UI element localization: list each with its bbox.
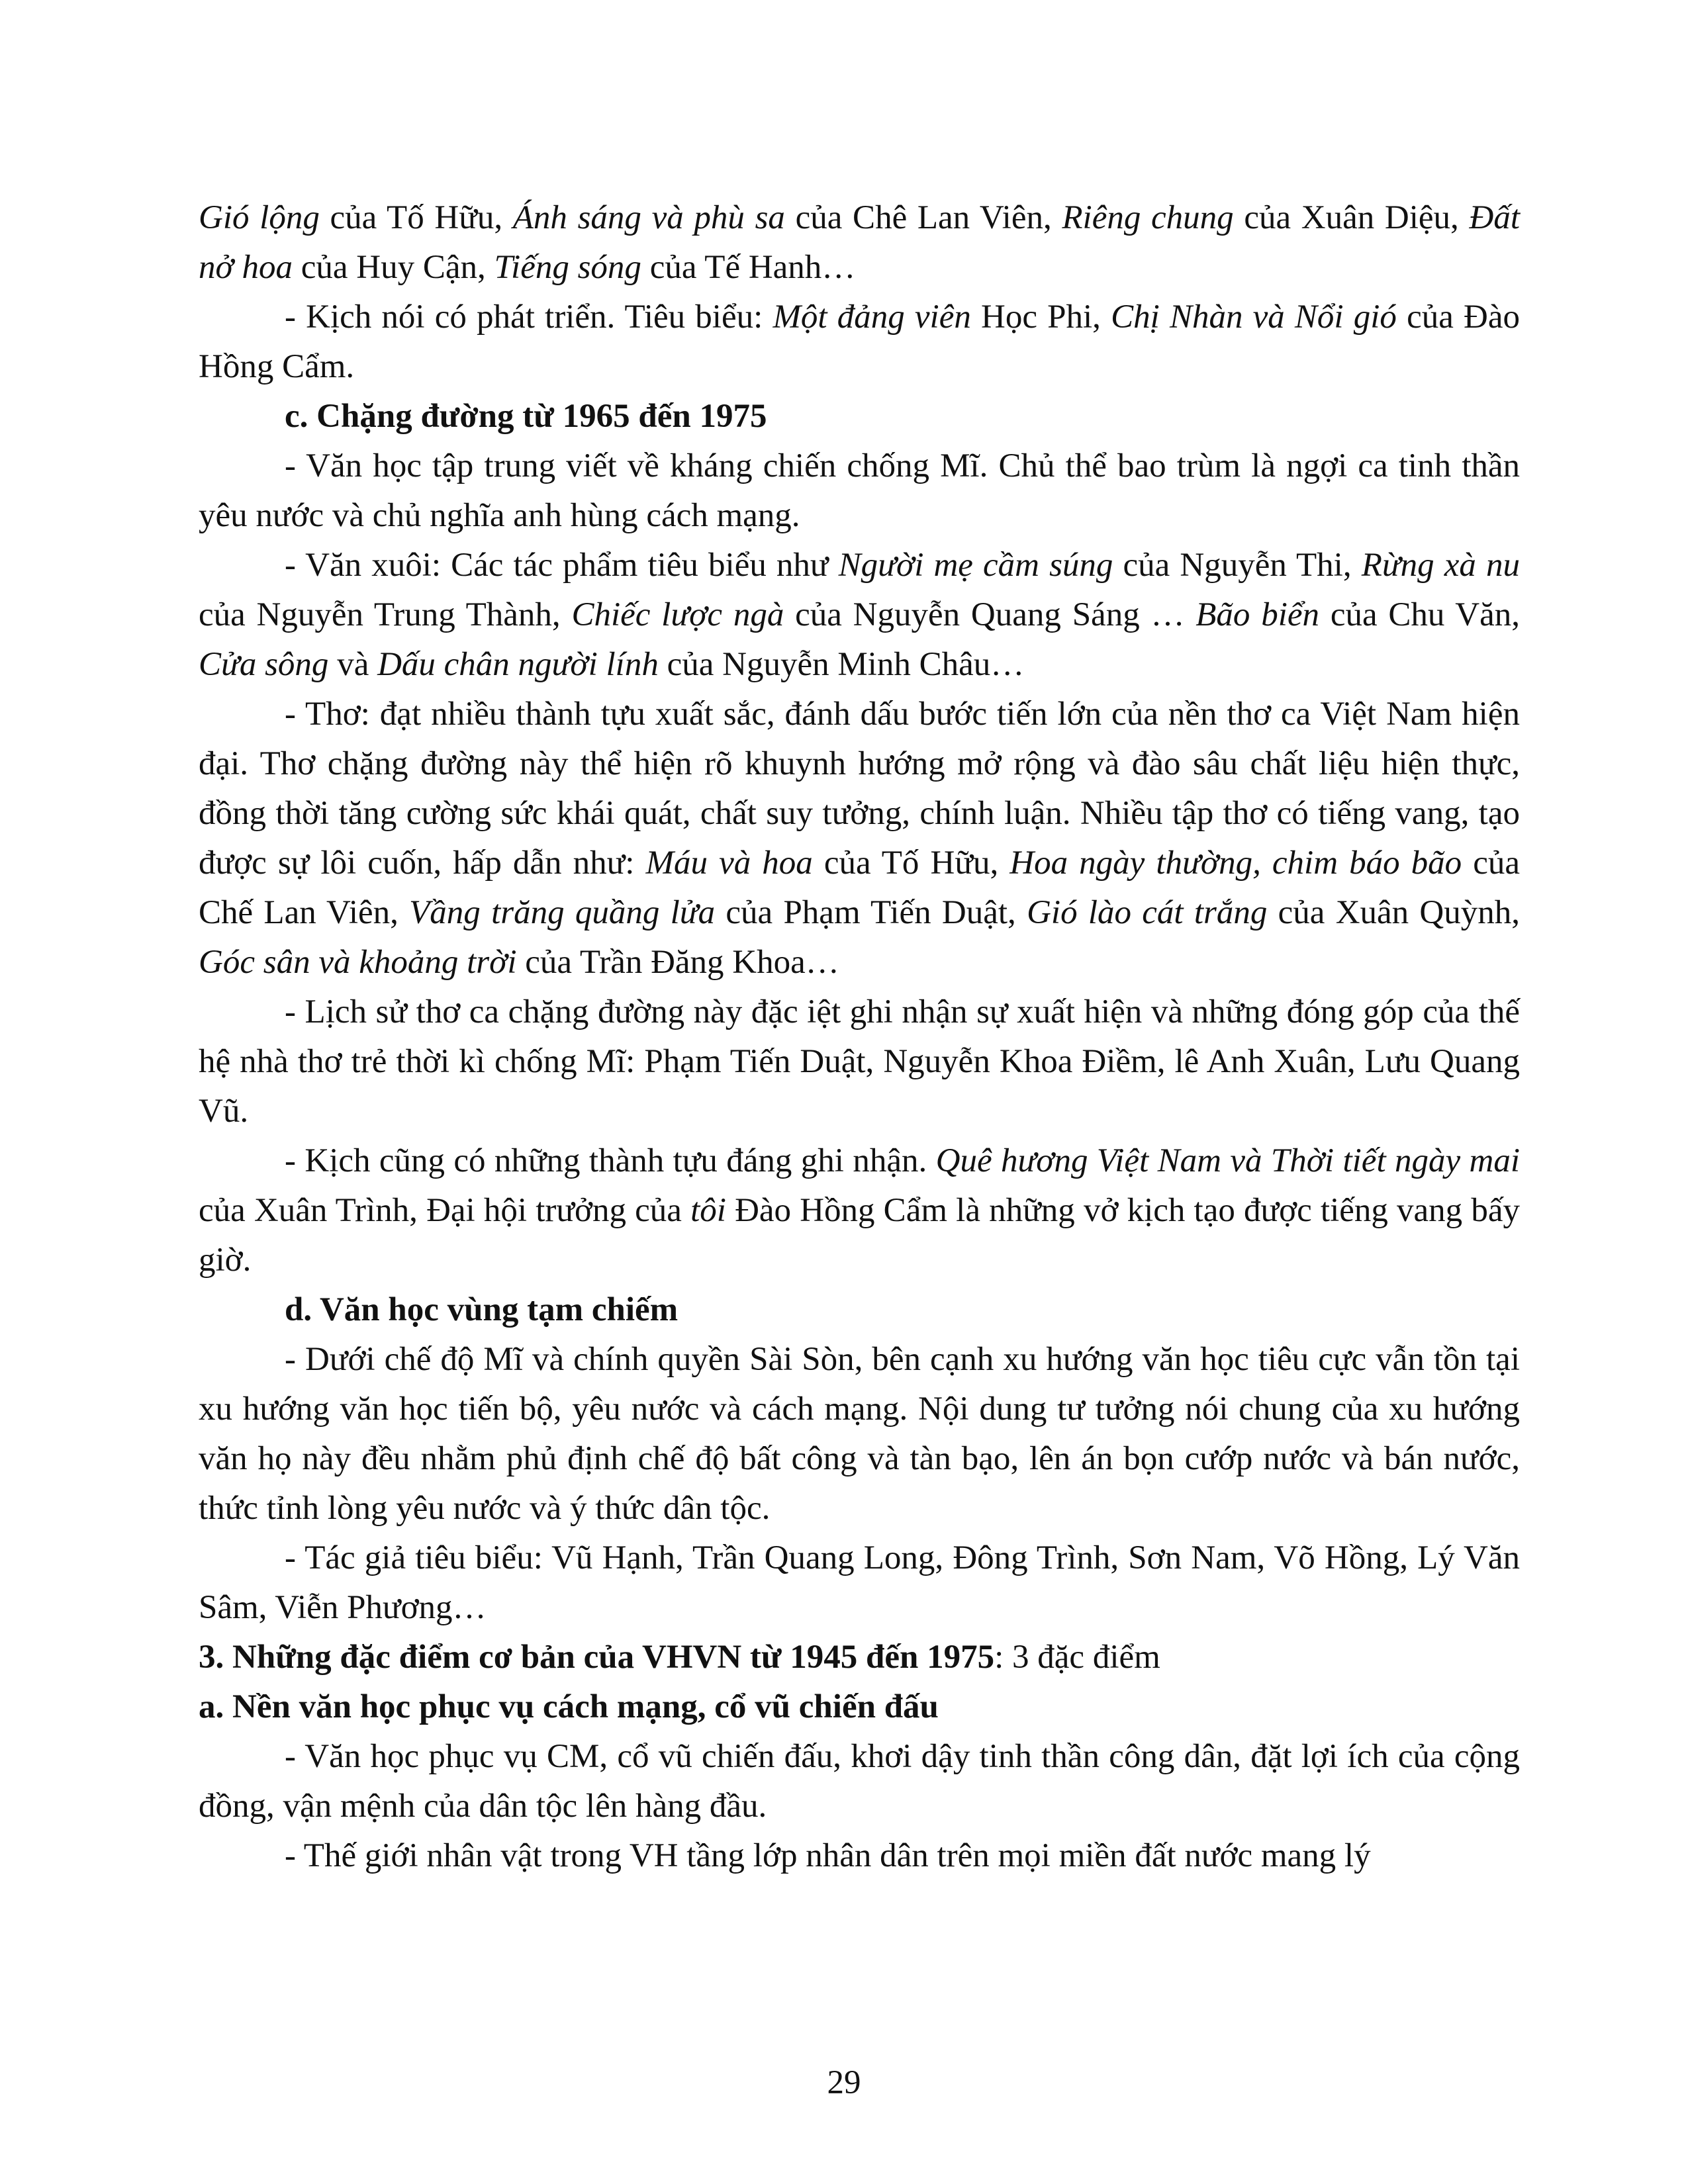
page-number: 29: [827, 2064, 861, 2101]
heading-bold-text: 3. Những đặc điểm cơ bản của VHVN từ 1945 đến 1975: [199, 1639, 995, 1676]
work-title: Máu và hoa: [645, 844, 813, 882]
text-run: của Xuân Trình, Đại hội trưởng của: [199, 1192, 691, 1229]
paragraph-drama: [199, 293, 1520, 392]
text-run: của Chê Lan Viên,: [784, 199, 1062, 236]
text-run: của Tố Hữu,: [812, 844, 1010, 882]
text-run: của Xuân Diệu,: [1233, 199, 1470, 236]
text-run: của Phạm Tiến Duật,: [715, 894, 1027, 931]
work-title: tôi: [690, 1192, 726, 1229]
text-run: của Tế Hanh…: [641, 249, 856, 286]
text-run: và: [328, 646, 378, 683]
work-title: Cửa sông: [199, 646, 329, 683]
text-run: - Văn xuôi: Các tác phẩm tiêu biểu như: [285, 547, 839, 584]
paragraph-characters: - Thế giới nhân vật trong VH tầng lớp nhân dân trên mọi miền đất nước mang lý: [285, 1837, 1371, 1874]
text-run: - Kịch cũng có những thành tựu đáng ghi nhận.: [285, 1142, 936, 1179]
work-title: Bão biển: [1196, 596, 1320, 633]
paragraph-poetry-list: [199, 193, 1520, 293]
work-title: Dấu chân người lính: [377, 646, 659, 683]
work-title: Tiếng sóng: [494, 249, 641, 286]
work-title: Vầng trăng quầng lửa: [409, 894, 716, 931]
text-run: của Xuân Quỳnh,: [1267, 894, 1521, 931]
text-run: của Tố Hữu,: [319, 199, 513, 236]
text-run: của Nguyễn Trung Thành,: [199, 596, 572, 633]
work-title: Hoa ngày thường, chim báo bão: [1009, 844, 1462, 882]
text-run: của Chu Văn,: [1319, 596, 1520, 633]
text-run: của Nguyễn Thi,: [1113, 547, 1362, 584]
section-heading-a: a. Nền văn học phục vụ cách mạng, cổ vũ chiến đấu: [199, 1688, 939, 1725]
text-run: của Trần Đăng Khoa…: [516, 944, 839, 981]
section-heading-3: [199, 1633, 1520, 1682]
work-title: Quê hương Việt Nam và Thời tiết ngày mai: [935, 1142, 1521, 1179]
paragraph-theatre: [199, 1136, 1520, 1285]
heading-rest-text: : 3 đặc điểm: [994, 1639, 1160, 1676]
work-title: Người mẹ cầm súng: [838, 547, 1113, 584]
paragraph-young-poets: - Lịch sử thơ ca chặng đường này đặc iệt ghi nhận sự xuất hiện và những đóng góp của thế hệ nhà thơ trẻ thời kì chống Mĩ: Phạm Tiến Duật, Nguyễn Khoa Điềm, lê Anh Xuân, Lưu Quang Vũ.: [199, 993, 1520, 1130]
paragraph-authors: - Tác giả tiêu biểu: Vũ Hạnh, Trần Quang Long, Đông Trình, Sơn Nam, Võ Hồng, Lý Văn Sâm, Viễn Phương…: [199, 1539, 1520, 1626]
section-heading-d: d. Văn học vùng tạm chiếm: [285, 1291, 679, 1328]
work-title: Chị Nhàn và Nổi gió: [1111, 298, 1397, 336]
work-title: Gió lộng: [199, 199, 320, 236]
work-title: Đất nở hoa: [199, 199, 1520, 286]
work-title: Chiếc lược ngà: [571, 596, 784, 633]
text-run: Đào Hồng Cẩm là những vở kịch tạo được tiếng vang bấy giờ.: [199, 1192, 1520, 1279]
text-run: - Kịch nói có phát triển. Tiêu biểu:: [285, 298, 773, 336]
text-run: của Chế Lan Viên,: [199, 844, 1521, 931]
text-run: Học Phi,: [970, 298, 1111, 336]
text-run: của Nguyễn Minh Châu…: [658, 646, 1025, 683]
paragraph-service: - Văn học phục vụ CM, cổ vũ chiến đấu, khơi dậy tinh thần công dân, đặt lợi ích của cộng đồng, vận mệnh của dân tộc lên hàng đầu.: [199, 1738, 1520, 1825]
section-heading-c: c. Chặng đường từ 1965 đến 1975: [285, 398, 767, 435]
page-body: [199, 193, 1520, 1881]
work-title: Ánh sáng và phù sa: [512, 199, 785, 236]
paragraph-prose: [199, 541, 1520, 690]
paragraph-focus: - Văn học tập trung viết về kháng chiến chống Mĩ. Chủ thể bao trùm là ngợi ca tinh thần yêu nước và chủ nghĩa anh hùng cách mạng.: [199, 447, 1520, 534]
text-run: của Đào Hồng Cẩm.: [199, 298, 1520, 385]
work-title: Riêng chung: [1062, 199, 1234, 236]
text-run: của Nguyễn Quang Sáng …: [784, 596, 1196, 633]
work-title: Một đảng viên: [773, 298, 971, 336]
work-title: Gió lào cát trắng: [1027, 894, 1268, 931]
text-run: - Thơ: đạt nhiều thành tựu xuất sắc, đánh dấu bước tiến lớn của nền thơ ca Việt Nam hiện đại. Thơ chặng đường này thể hiện rõ khuynh hướng mở rộng và đào sâu chất liệu hiện thực, đồng thời tăng cường sức khái quát, chất suy tưởng, chính luận. Nhiều tập thơ có tiếng vang, tạo được sự lôi cuốn, hấp dẫn như:: [199, 696, 1520, 882]
work-title: Góc sân và khoảng trời: [199, 944, 517, 981]
paragraph-occupied-zone: - Dưới chế độ Mĩ và chính quyền Sài Sòn, bên cạnh xu hướng văn học tiêu cực vẫn tồn tại xu hướng văn học tiến bộ, yêu nước và cách mạng. Nội dung tư tưởng nói chung của xu hướng văn họ này đều nhằm phủ định chế độ bất công và tàn bạo, lên án bọn cướp nước và bán nước, thức tỉnh lòng yêu nước và ý thức dân tộc.: [199, 1341, 1520, 1527]
paragraph-poetry: [199, 690, 1520, 987]
work-title: Rừng xà nu: [1361, 547, 1520, 584]
text-run: của Huy Cận,: [292, 249, 494, 286]
